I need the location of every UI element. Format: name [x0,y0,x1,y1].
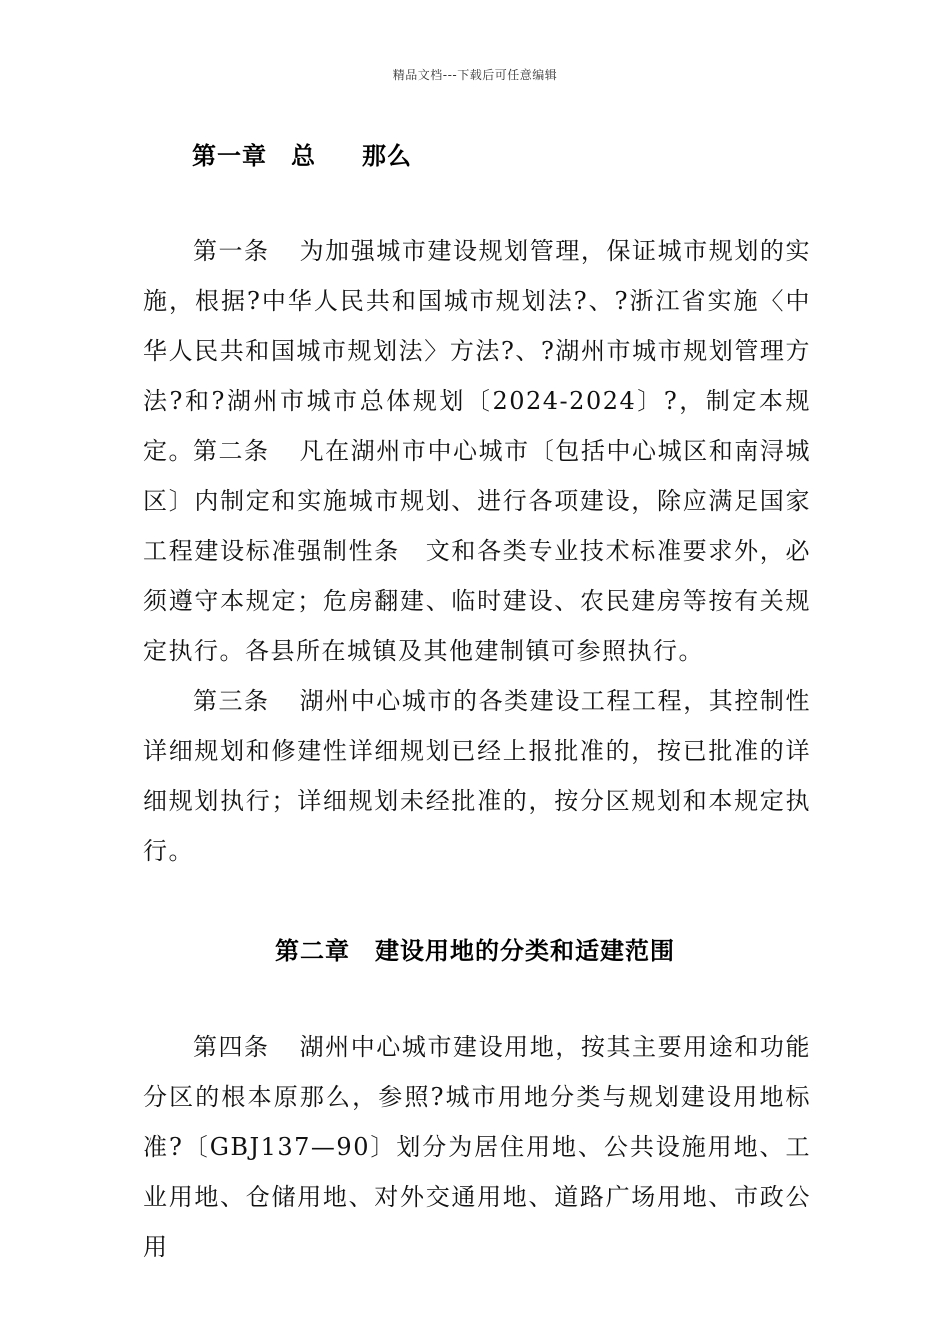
article-2-label: 第二条 [193,437,270,465]
chapter-1-label: 第一章 [192,142,267,170]
chapter-1-word-1: 总 [291,142,316,170]
chapter-1-heading [192,136,412,171]
article-4 [143,1022,811,1272]
article-3 [143,676,811,876]
article-4-text: 湖州中心城市建设用地，按其主要用途和功能分区的根本原那么，参照?城市用地分类与规划建设用地标准?〔GBJ137—90〕划分为居住用地、公共设施用地、工业用地、仓储用地、对外交通用地、道路广场用地、市政公用 [143,1033,811,1261]
article-2-text: 凡在湖州市中心城市〔包括中心城区和南浔城区〕内制定和实施城市规划、进行各项建设，除应满足国家工程建设标准强制性条 文和各类专业技术标准要求外，必须遵守本规定；危房翻建、临时建设、农民建房等按有关规定执行。各县所在城镇及其他建制镇可参照执行。 [143,437,811,665]
article-3-label: 第三条 [193,687,270,715]
article-3-text: 湖州中心城市的各类建设工程工程，其控制性详细规划和修建性详细规划已经上报批准的，按已批准的详细规划执行；详细规划未经批准的，按分区规划和本规定执行。 [143,687,811,865]
article-1-text: 为加强城市建设规划管理，保证城市规划的实施，根据?中华人民共和国城市规划法?、?浙江省实施〈中华人民共和国城市规划法〉方法?、?湖州市城市规划管理方法?和?湖州市城市总体规划〔2024-2024〕?，制定本规定。 [143,237,811,465]
page-header-note: 精品文档---下载后可任意编辑 [392,68,558,82]
article-4-label: 第四条 [193,1033,270,1061]
article-1-label: 第一条 [193,237,270,265]
chapter-1-word-2: 那么 [362,142,412,170]
article-2 [143,426,811,676]
chapter-2-heading: 第二章 建设用地的分类和适建范围 [275,937,675,965]
